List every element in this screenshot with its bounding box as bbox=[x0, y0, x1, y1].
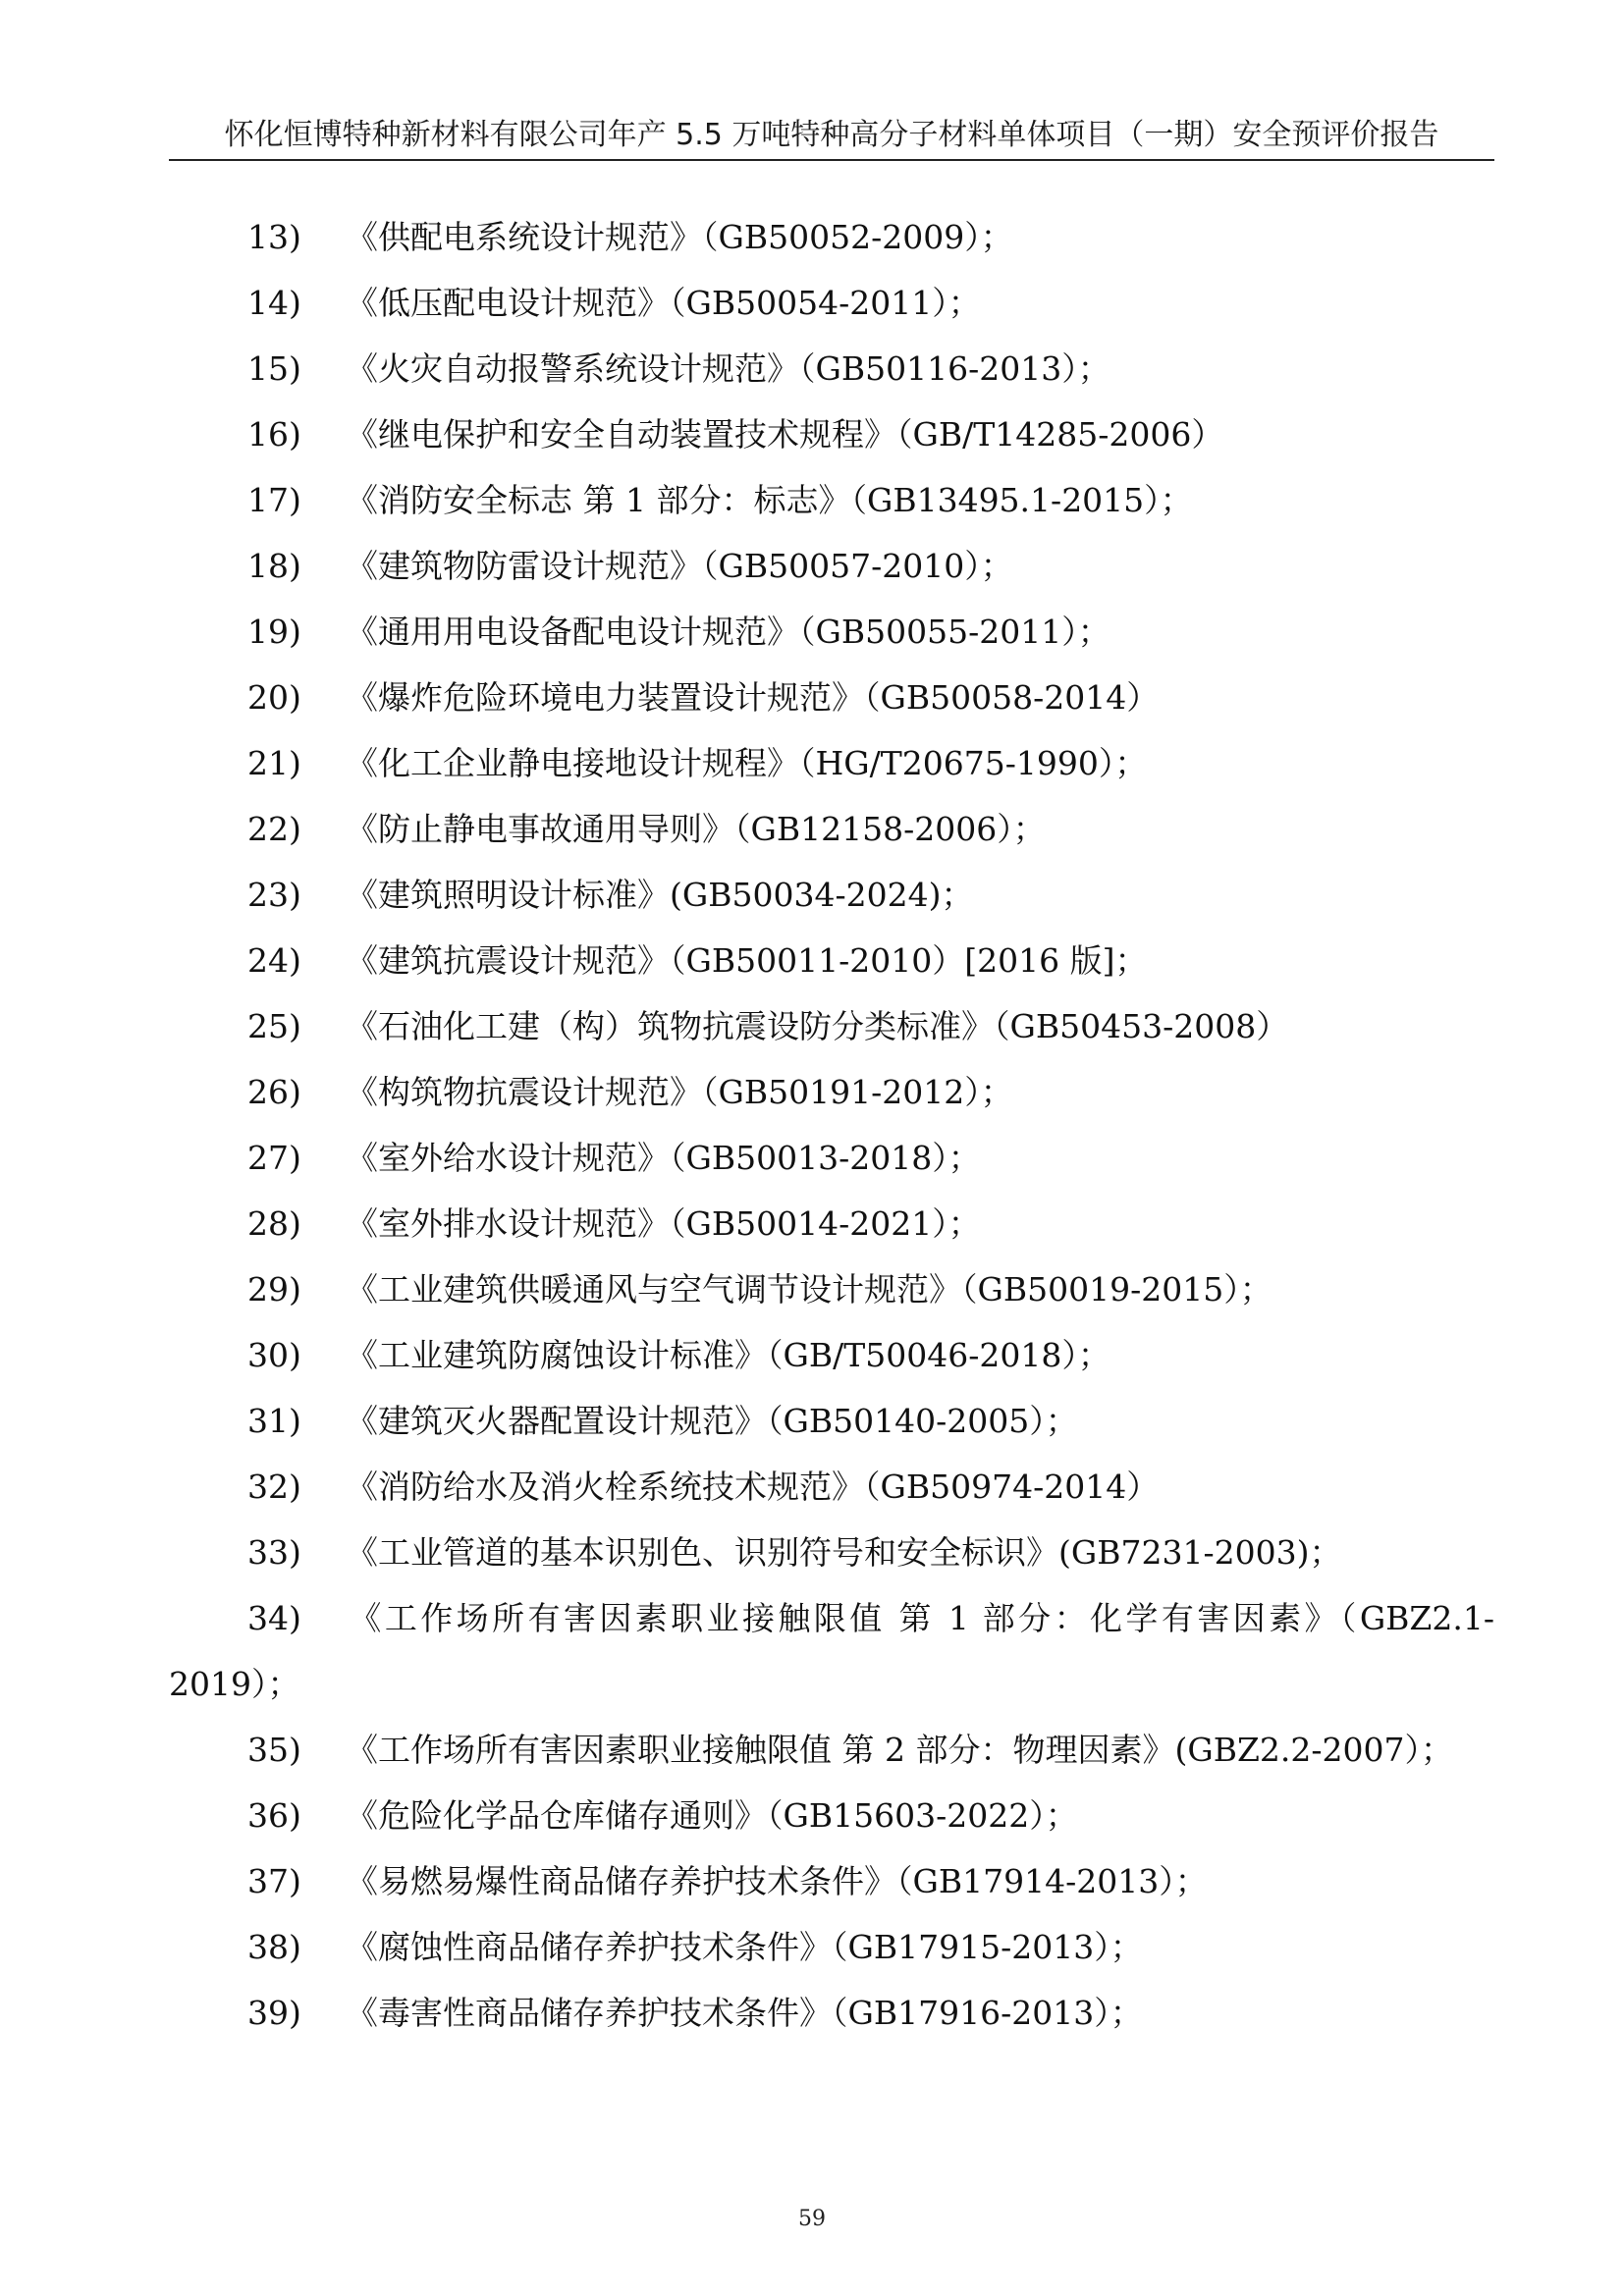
item-number: 36) bbox=[247, 1796, 301, 1835]
list-item bbox=[169, 1059, 1494, 1125]
item-number: 27) bbox=[247, 1139, 301, 1177]
item-text: 《危险化学品仓库储存通则》（GB15603-2022）； bbox=[346, 1796, 1078, 1835]
item-text: 《建筑抗震设计规范》（GB50011-2010）[2016 版]； bbox=[346, 941, 1148, 980]
list-item bbox=[169, 1125, 1494, 1191]
list-item bbox=[169, 533, 1494, 599]
list-item bbox=[169, 270, 1494, 336]
item-text: 《毒害性商品储存养护技术条件》（GB17916-2013）； bbox=[346, 1994, 1143, 2032]
item-text: 《腐蚀性商品储存养护技术条件》（GB17915-2013）； bbox=[346, 1928, 1143, 1966]
list-item bbox=[169, 1191, 1494, 1256]
list-item bbox=[169, 467, 1494, 533]
list-item bbox=[169, 1322, 1494, 1388]
list-item bbox=[169, 730, 1494, 796]
item-text: 《室外给水设计规范》（GB50013-2018）； bbox=[346, 1139, 981, 1177]
list-item bbox=[169, 1848, 1494, 1914]
item-text: 《爆炸危险环境电力装置设计规范》（GB50058-2014） bbox=[346, 678, 1160, 717]
item-number: 24) bbox=[247, 941, 301, 980]
item-text: 《室外排水设计规范》（GB50014-2021）； bbox=[346, 1204, 981, 1243]
list-item bbox=[169, 928, 1494, 993]
item-text: 《防止静电事故通用导则》（GB12158-2006）； bbox=[346, 810, 1046, 848]
item-number: 32) bbox=[247, 1468, 301, 1506]
page-number: 59 bbox=[798, 2207, 826, 2231]
item-number: 35) bbox=[247, 1731, 301, 1769]
header-divider bbox=[169, 159, 1494, 161]
item-text: 《建筑物防雷设计规范》（GB50057-2010）； bbox=[346, 547, 1013, 585]
list-item bbox=[169, 1914, 1494, 1980]
item-number: 17) bbox=[247, 481, 301, 519]
item-text: 《易燃易爆性商品储存养护技术条件》（GB17914-2013）； bbox=[346, 1862, 1208, 1900]
item-text: 《消防安全标志 第 1 部分：标志》（GB13495.1-2015）； bbox=[346, 481, 1193, 519]
item-number: 39) bbox=[247, 1994, 301, 2032]
item-text: 《通用用电设备配电设计规范》（GB50055-2011）； bbox=[346, 613, 1110, 651]
item-number: 19) bbox=[247, 613, 301, 651]
item-text: 《建筑照明设计标准》(GB50034-2024)； bbox=[346, 876, 974, 914]
list-item bbox=[169, 336, 1494, 401]
item-text: 《构筑物抗震设计规范》（GB50191-2012）； bbox=[346, 1073, 1013, 1111]
item-text: 《建筑灭火器配置设计规范》（GB50140-2005）； bbox=[346, 1402, 1078, 1440]
item-text: 《工作场所有害因素职业接触限值 第 1 部分：化学有害因素》（GBZ2.1-2019）； bbox=[169, 1599, 1494, 1703]
item-number: 28) bbox=[247, 1204, 301, 1243]
item-number: 31) bbox=[247, 1402, 301, 1440]
page-header-title: 怀化恒博特种新材料有限公司年产 5.5 万吨特种高分子材料单体项目（一期）安全预评价报告 bbox=[224, 118, 1439, 152]
item-text: 《供配电系统设计规范》（GB50052-2009）； bbox=[346, 218, 1013, 256]
item-text: 《火灾自动报警系统设计规范》（GB50116-2013）； bbox=[346, 349, 1110, 388]
item-number: 34) bbox=[247, 1599, 301, 1637]
item-text: 《工业管道的基本识别色、识别符号和安全标识》(GB7231-2003)； bbox=[346, 1533, 1342, 1572]
list-item bbox=[169, 862, 1494, 928]
item-number: 29) bbox=[247, 1270, 301, 1308]
item-number: 20) bbox=[247, 678, 301, 717]
item-number: 22) bbox=[247, 810, 301, 848]
item-text: 《继电保护和安全自动装置技术规程》（GB/T14285-2006） bbox=[346, 415, 1224, 454]
item-number: 23) bbox=[247, 876, 301, 914]
list-item bbox=[169, 1717, 1494, 1783]
item-number: 26) bbox=[247, 1073, 301, 1111]
item-number: 21) bbox=[247, 744, 301, 782]
item-text: 《低压配电设计规范》（GB50054-2011）； bbox=[346, 284, 981, 322]
list-item bbox=[169, 1454, 1494, 1520]
item-number: 16) bbox=[247, 415, 301, 454]
item-number: 14) bbox=[247, 284, 301, 322]
list-item bbox=[169, 1388, 1494, 1454]
item-text: 《石油化工建（构）筑物抗震设防分类标准》（GB50453-2008） bbox=[346, 1007, 1289, 1045]
item-text: 《工业建筑防腐蚀设计标准》（GB/T50046-2018）； bbox=[346, 1336, 1110, 1374]
list-item bbox=[169, 1585, 1494, 1717]
list-item bbox=[169, 204, 1494, 270]
list-item bbox=[169, 1256, 1494, 1322]
item-number: 37) bbox=[247, 1862, 301, 1900]
list-item bbox=[169, 1520, 1494, 1585]
list-item bbox=[169, 665, 1494, 730]
item-number: 13) bbox=[247, 218, 301, 256]
list-item bbox=[169, 599, 1494, 665]
item-text: 《消防给水及消火栓系统技术规范》（GB50974-2014） bbox=[346, 1468, 1160, 1506]
list-item bbox=[169, 1980, 1494, 2046]
item-text: 《工作场所有害因素职业接触限值 第 2 部分：物理因素》(GBZ2.2-2007）； bbox=[346, 1731, 1453, 1769]
item-number: 30) bbox=[247, 1336, 301, 1374]
standards-list bbox=[169, 204, 1494, 2046]
item-number: 38) bbox=[247, 1928, 301, 1966]
item-number: 18) bbox=[247, 547, 301, 585]
item-number: 25) bbox=[247, 1007, 301, 1045]
list-item bbox=[169, 401, 1494, 467]
item-number: 15) bbox=[247, 349, 301, 388]
item-number: 33) bbox=[247, 1533, 301, 1572]
item-text: 《工业建筑供暖通风与空气调节设计规范》（GB50019-2015）； bbox=[346, 1270, 1272, 1308]
item-text: 《化工企业静电接地设计规程》（HG/T20675-1990）； bbox=[346, 744, 1148, 782]
list-item bbox=[169, 796, 1494, 862]
list-item bbox=[169, 993, 1494, 1059]
list-item bbox=[169, 1783, 1494, 1848]
